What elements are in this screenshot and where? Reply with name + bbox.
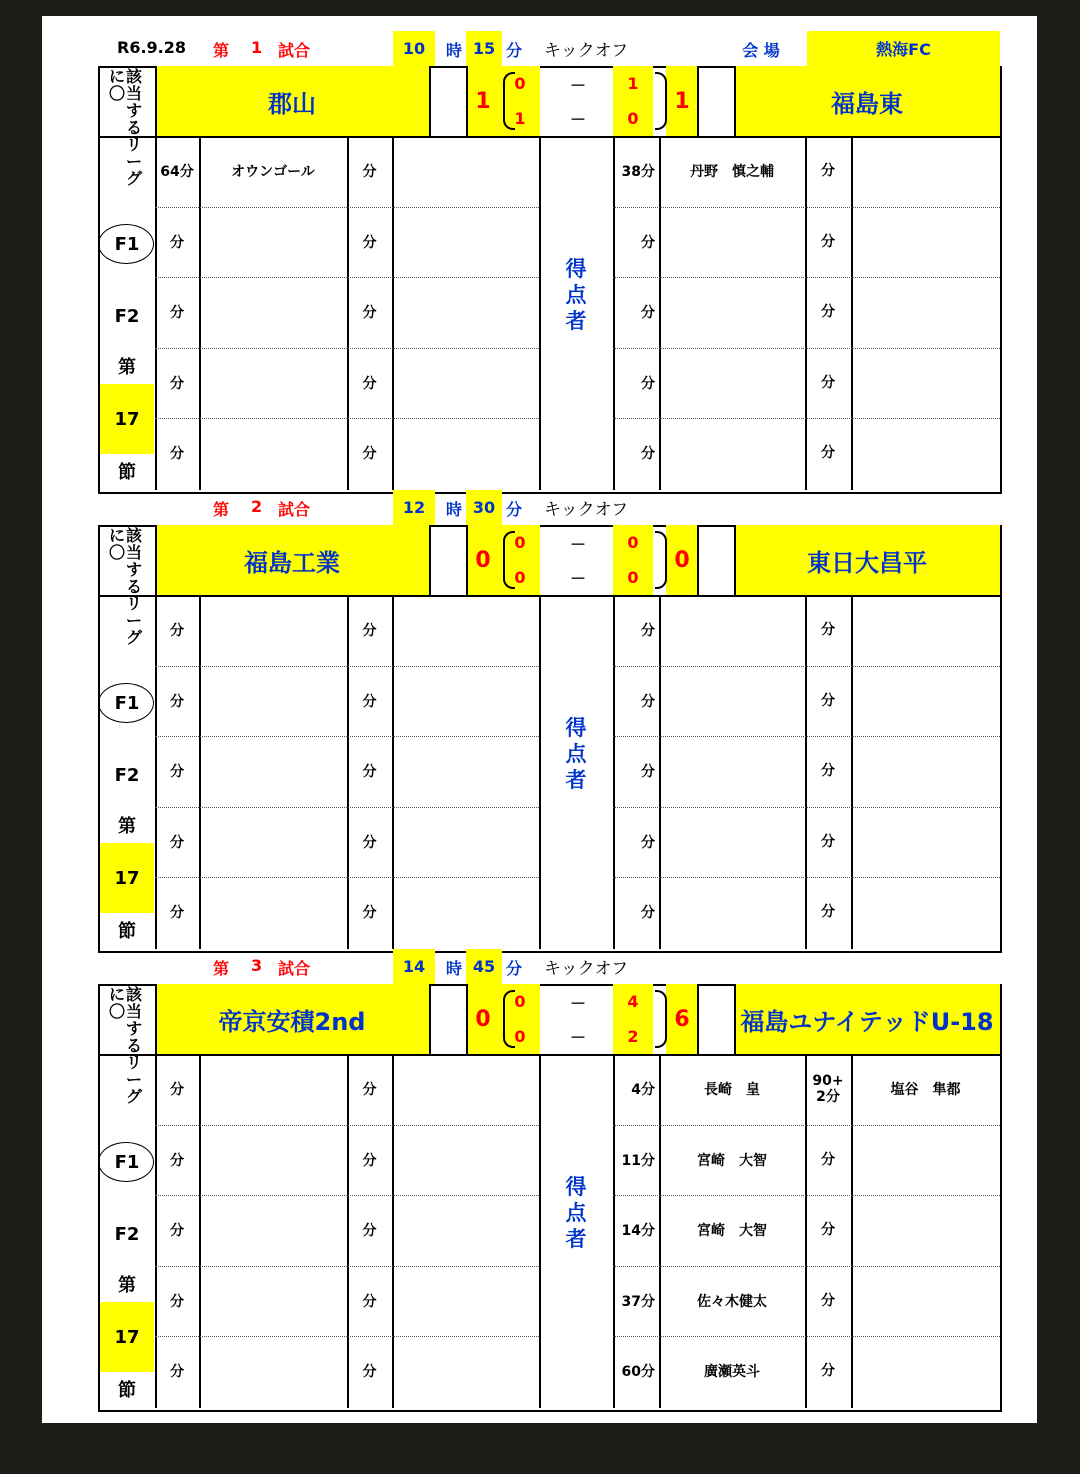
scorers-label: 得 点 者 xyxy=(565,257,587,333)
league-note-right: 該 当 す る リ ー グ xyxy=(125,526,142,647)
away-goal-scorer-2 xyxy=(851,136,1000,206)
home-goal-minute-2: 分 xyxy=(362,1153,377,1169)
league-f1: F1 xyxy=(114,692,140,714)
away-goal-scorer xyxy=(659,877,805,947)
home-goal-scorer xyxy=(199,877,347,947)
home-goal-minute-2: 分 xyxy=(362,376,377,392)
away-total-score: 1 xyxy=(666,66,698,136)
kickoff-fun: 分 xyxy=(506,959,523,978)
home-total-score: 0 xyxy=(466,525,500,595)
away-goal-scorer xyxy=(659,666,805,736)
first-half-dash: － xyxy=(569,993,586,1013)
home-goal-scorer-2 xyxy=(392,666,539,736)
league-f2: F2 xyxy=(114,764,140,786)
home-goal-minute: 64分 xyxy=(160,164,194,180)
home-goal-scorer: オウンゴール xyxy=(231,164,315,180)
away-goal-scorer-2 xyxy=(851,1195,1000,1265)
round-number: 17 xyxy=(114,1326,140,1348)
home-goal-scorer-2 xyxy=(392,1195,539,1265)
home-goal-minute: 分 xyxy=(170,376,184,392)
header-col-line xyxy=(429,984,431,1054)
home-goal-scorer xyxy=(199,1125,347,1195)
match-label-shiai: 試合 xyxy=(278,959,311,978)
away-goal-minute-2: 分 xyxy=(821,1363,835,1379)
league-f1: F1 xyxy=(114,233,140,255)
second-half-dash: － xyxy=(569,568,586,588)
league-f2: F2 xyxy=(114,305,140,327)
away-team: 福島東 xyxy=(734,66,1000,136)
away-goal-scorer-2 xyxy=(851,1266,1000,1336)
home-first-half: 0 xyxy=(500,66,540,101)
home-goal-scorer-2 xyxy=(392,807,539,877)
away-goal-minute: 分 xyxy=(641,623,655,639)
match-label-dai: 第 xyxy=(213,500,230,519)
kickoff-ji: 時 xyxy=(446,41,463,60)
home-goal-scorer xyxy=(199,1336,347,1406)
second-half-dash: － xyxy=(569,1027,586,1047)
header-col-line xyxy=(429,525,431,595)
kickoff-ji: 時 xyxy=(446,500,463,519)
away-goal-minute: 4分 xyxy=(631,1082,655,1098)
away-goal-minute-2: 分 xyxy=(821,763,835,779)
home-goal-scorer-2 xyxy=(392,736,539,806)
away-goal-minute-2: 分 xyxy=(821,445,835,461)
round-number: 17 xyxy=(114,408,140,430)
match-block xyxy=(98,525,1000,951)
home-goal-minute-2: 分 xyxy=(362,905,377,921)
home-goal-scorer-2 xyxy=(392,877,539,947)
away-team: 東日大昌平 xyxy=(734,525,1000,595)
away-goal-scorer: 佐々木健太 xyxy=(697,1294,767,1310)
home-team: 郡山 xyxy=(155,66,429,136)
home-goal-minute: 分 xyxy=(170,1364,184,1380)
match-number: 3 xyxy=(251,956,263,975)
grid-col-line xyxy=(539,136,541,490)
header-col-line xyxy=(466,525,468,595)
away-goal-scorer-2 xyxy=(851,877,1000,947)
venue-value: 熱海FC xyxy=(807,31,1000,66)
away-goal-scorer xyxy=(659,595,805,665)
header-col-line xyxy=(697,984,699,1054)
home-goal-minute-2: 分 xyxy=(362,1082,377,1098)
home-goal-scorer-2 xyxy=(392,1125,539,1195)
home-goal-minute-2: 分 xyxy=(362,764,377,780)
away-goal-scorer: 宮崎 大智 xyxy=(697,1223,767,1239)
away-goal-scorer-2: 塩谷 隼都 xyxy=(890,1082,961,1098)
header-col-line xyxy=(734,66,736,136)
away-goal-scorer-2 xyxy=(851,1336,1000,1406)
header-col-line xyxy=(697,66,699,136)
home-goal-minute: 分 xyxy=(170,694,184,710)
home-goal-scorer-2 xyxy=(392,1336,539,1406)
home-goal-scorer xyxy=(199,595,347,665)
header-col-line xyxy=(155,984,157,1054)
home-first-half: 0 xyxy=(500,984,540,1019)
away-goal-minute: 38分 xyxy=(621,164,655,180)
away-goal-scorer xyxy=(659,207,805,277)
kickoff-label: キックオフ xyxy=(544,959,629,979)
kickoff-minute: 30 xyxy=(466,490,502,525)
away-goal-minute-2: 分 xyxy=(821,234,835,250)
header-col-line xyxy=(429,66,431,136)
match-block xyxy=(98,66,1000,492)
away-goal-minute-2: 分 xyxy=(821,1152,835,1168)
away-second-half: 0 xyxy=(613,560,653,595)
match-label-dai: 第 xyxy=(213,41,230,60)
away-goal-scorer xyxy=(659,736,805,806)
kickoff-ji: 時 xyxy=(446,959,463,978)
home-goal-minute: 分 xyxy=(170,1153,184,1169)
home-goal-scorer-2 xyxy=(392,207,539,277)
home-goal-minute: 分 xyxy=(170,905,184,921)
kickoff-label: キックオフ xyxy=(544,41,629,61)
round-setsu: 節 xyxy=(118,1380,136,1401)
match-number: 1 xyxy=(251,38,263,57)
home-goal-minute-2: 分 xyxy=(362,164,377,180)
away-total-score: 0 xyxy=(666,525,698,595)
home-total-score: 1 xyxy=(466,66,500,136)
away-goal-minute-2: 分 xyxy=(821,163,835,179)
grid-col-line xyxy=(539,595,541,949)
home-goal-scorer xyxy=(199,1054,347,1124)
home-goal-scorer xyxy=(199,277,347,347)
home-second-half: 0 xyxy=(500,1019,540,1054)
home-goal-scorer xyxy=(199,666,347,736)
league-note-left: に 〇 xyxy=(108,526,125,562)
away-goal-minute-2: 分 xyxy=(821,1222,835,1238)
home-goal-minute: 分 xyxy=(170,764,184,780)
away-goal-scorer-2 xyxy=(851,736,1000,806)
league-note-left: に 〇 xyxy=(108,985,125,1021)
league-note-left: に 〇 xyxy=(108,67,125,103)
home-second-half: 1 xyxy=(500,101,540,136)
away-goal-minute-2: 分 xyxy=(821,622,835,638)
round-dai: 第 xyxy=(118,357,136,378)
away-goal-scorer-2 xyxy=(851,1125,1000,1195)
match-label-dai: 第 xyxy=(213,959,230,978)
away-goal-minute-2: 分 xyxy=(821,693,835,709)
home-goal-scorer-2 xyxy=(392,348,539,418)
home-goal-minute: 分 xyxy=(170,1082,184,1098)
away-goal-scorer-2 xyxy=(851,666,1000,736)
round-setsu: 節 xyxy=(118,462,136,483)
home-goal-scorer-2 xyxy=(392,136,539,206)
sheet-date: R6.9.28 xyxy=(117,38,187,57)
home-goal-minute: 分 xyxy=(170,446,184,462)
home-goal-minute-2: 分 xyxy=(362,835,377,851)
header-col-line xyxy=(155,525,157,595)
scorers-label: 得 点 者 xyxy=(565,1175,587,1251)
home-team: 帝京安積2nd xyxy=(155,984,429,1054)
away-first-half: 4 xyxy=(613,984,653,1019)
away-goal-scorer: 長崎 皇 xyxy=(704,1082,760,1098)
venue-label: 会 場 xyxy=(742,41,780,60)
home-goal-minute: 分 xyxy=(170,1223,184,1239)
away-goal-minute-2: 分 xyxy=(821,304,835,320)
kickoff-fun: 分 xyxy=(506,41,523,60)
away-goal-minute: 分 xyxy=(641,694,655,710)
away-goal-minute: 分 xyxy=(641,835,655,851)
kickoff-fun: 分 xyxy=(506,500,523,519)
away-goal-minute: 分 xyxy=(641,905,655,921)
home-goal-minute: 分 xyxy=(170,835,184,851)
away-goal-minute: 11分 xyxy=(621,1153,655,1169)
kickoff-minute: 45 xyxy=(466,949,502,984)
away-goal-minute-2: 分 xyxy=(821,834,835,850)
round-dai: 第 xyxy=(118,816,136,837)
scorers-label: 得 点 者 xyxy=(565,716,587,792)
away-goal-scorer: 廣瀬英斗 xyxy=(704,1364,760,1380)
away-goal-scorer xyxy=(659,348,805,418)
away-second-half: 0 xyxy=(613,101,653,136)
grid-col-line xyxy=(539,1054,541,1408)
away-goal-minute: 分 xyxy=(641,235,655,251)
away-goal-scorer xyxy=(659,277,805,347)
home-goal-scorer xyxy=(199,807,347,877)
away-first-half: 1 xyxy=(613,66,653,101)
league-f1: F1 xyxy=(114,1151,140,1173)
home-goal-scorer-2 xyxy=(392,1054,539,1124)
away-goal-minute: 37分 xyxy=(621,1294,655,1310)
home-goal-scorer xyxy=(199,1266,347,1336)
away-team: 福島ユナイテッドU-18 xyxy=(734,984,1000,1054)
home-goal-scorer xyxy=(199,736,347,806)
away-goal-minute-2: 90+2分 xyxy=(812,1073,844,1105)
home-goal-minute-2: 分 xyxy=(362,623,377,639)
home-goal-minute: 分 xyxy=(170,623,184,639)
home-goal-minute-2: 分 xyxy=(362,694,377,710)
kickoff-hour: 14 xyxy=(393,949,435,984)
match-label-shiai: 試合 xyxy=(278,41,311,60)
away-goal-minute-2: 分 xyxy=(821,1293,835,1309)
away-goal-minute: 14分 xyxy=(621,1223,655,1239)
away-goal-scorer-2 xyxy=(851,348,1000,418)
home-goal-minute-2: 分 xyxy=(362,1223,377,1239)
round-dai: 第 xyxy=(118,1275,136,1296)
right-bracket xyxy=(655,990,667,1048)
home-goal-minute: 分 xyxy=(170,235,184,251)
league-f2: F2 xyxy=(114,1223,140,1245)
home-goal-scorer xyxy=(199,418,347,488)
header-col-line xyxy=(155,66,157,136)
away-goal-minute: 60分 xyxy=(621,1364,655,1380)
first-half-dash: － xyxy=(569,534,586,554)
away-goal-scorer-2 xyxy=(851,595,1000,665)
away-goal-minute: 分 xyxy=(641,305,655,321)
away-goal-scorer-2 xyxy=(851,207,1000,277)
away-first-half: 0 xyxy=(613,525,653,560)
home-total-score: 0 xyxy=(466,984,500,1054)
home-goal-minute-2: 分 xyxy=(362,446,377,462)
away-goal-scorer: 宮崎 大智 xyxy=(697,1153,767,1169)
left-bracket xyxy=(503,72,515,130)
home-first-half: 0 xyxy=(500,525,540,560)
match-label-shiai: 試合 xyxy=(278,500,311,519)
header-col-line xyxy=(734,525,736,595)
home-goal-scorer-2 xyxy=(392,277,539,347)
home-goal-scorer-2 xyxy=(392,418,539,488)
match-number: 2 xyxy=(251,497,263,516)
away-goal-scorer xyxy=(659,418,805,488)
left-bracket xyxy=(503,531,515,589)
away-goal-minute: 分 xyxy=(641,376,655,392)
right-bracket xyxy=(655,72,667,130)
left-bracket xyxy=(503,990,515,1048)
home-goal-minute-2: 分 xyxy=(362,305,377,321)
home-goal-scorer xyxy=(199,1195,347,1265)
away-goal-minute-2: 分 xyxy=(821,904,835,920)
league-note-right: 該 当 す る リ ー グ xyxy=(125,67,142,188)
kickoff-minute: 15 xyxy=(466,31,502,66)
away-goal-minute-2: 分 xyxy=(821,375,835,391)
round-number: 17 xyxy=(114,867,140,889)
away-goal-scorer xyxy=(659,807,805,877)
match-block xyxy=(98,984,1000,1410)
home-goal-minute-2: 分 xyxy=(362,1364,377,1380)
round-setsu: 節 xyxy=(118,921,136,942)
away-total-score: 6 xyxy=(666,984,698,1054)
header-col-line xyxy=(466,984,468,1054)
home-second-half: 0 xyxy=(500,560,540,595)
header-col-line xyxy=(734,984,736,1054)
away-goal-scorer: 丹野 慎之輔 xyxy=(690,164,774,180)
away-goal-scorer-2 xyxy=(851,277,1000,347)
home-goal-scorer-2 xyxy=(392,595,539,665)
home-team: 福島工業 xyxy=(155,525,429,595)
away-goal-scorer-2 xyxy=(851,807,1000,877)
second-half-dash: － xyxy=(569,109,586,129)
home-goal-scorer xyxy=(199,348,347,418)
home-goal-scorer xyxy=(199,207,347,277)
home-goal-scorer-2 xyxy=(392,1266,539,1336)
away-goal-minute: 分 xyxy=(641,446,655,462)
home-goal-minute: 分 xyxy=(170,305,184,321)
home-goal-minute: 分 xyxy=(170,1294,184,1310)
kickoff-hour: 10 xyxy=(393,31,435,66)
first-half-dash: － xyxy=(569,75,586,95)
home-goal-minute-2: 分 xyxy=(362,1294,377,1310)
header-col-line xyxy=(466,66,468,136)
away-goal-minute: 分 xyxy=(641,764,655,780)
kickoff-hour: 12 xyxy=(393,490,435,525)
away-second-half: 2 xyxy=(613,1019,653,1054)
league-note-right: 該 当 す る リ ー グ xyxy=(125,985,142,1106)
header-col-line xyxy=(697,525,699,595)
home-goal-minute-2: 分 xyxy=(362,235,377,251)
right-bracket xyxy=(655,531,667,589)
kickoff-label: キックオフ xyxy=(544,500,629,520)
away-goal-scorer-2 xyxy=(851,418,1000,488)
